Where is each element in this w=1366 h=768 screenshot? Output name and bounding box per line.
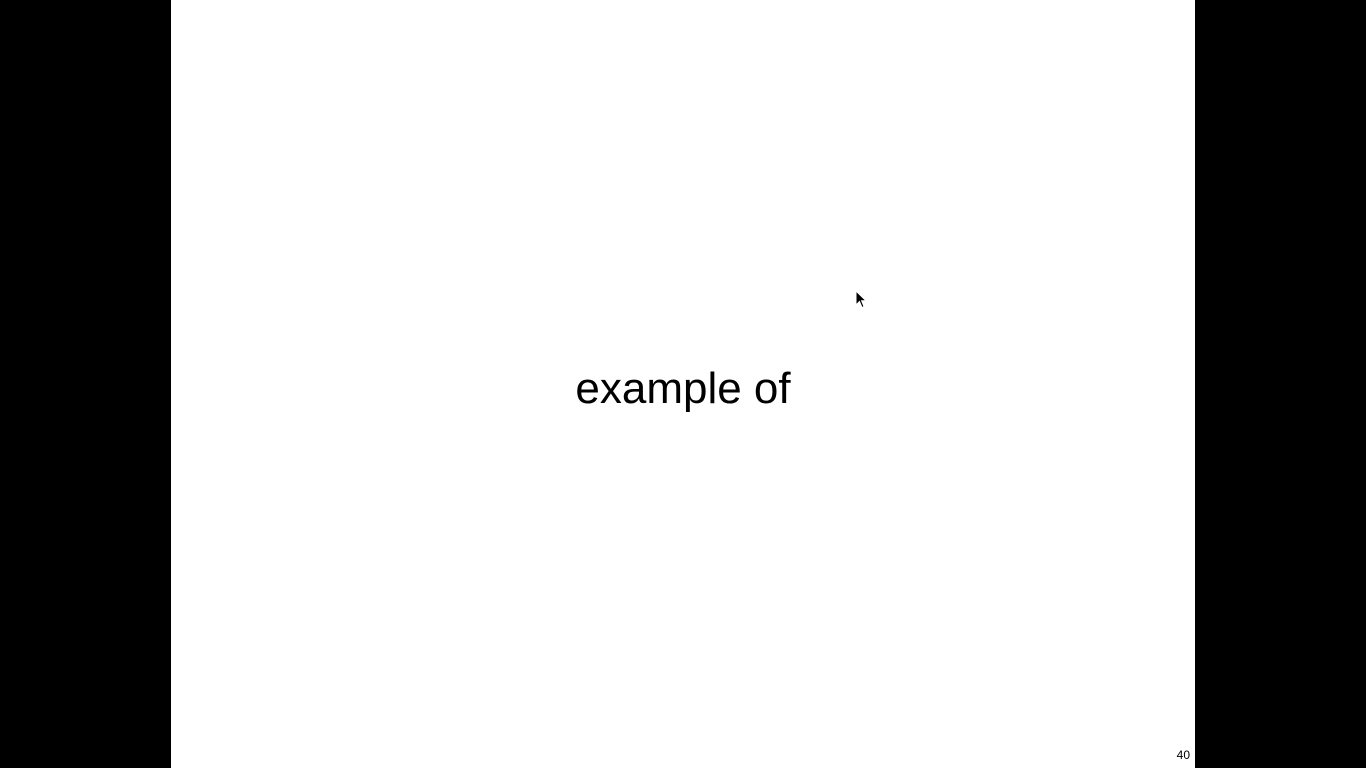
slide-text: example of bbox=[575, 364, 791, 413]
slide[interactable] bbox=[171, 0, 1195, 768]
page-number: 40 bbox=[1176, 748, 1190, 762]
mouse-pointer-icon bbox=[855, 290, 867, 309]
